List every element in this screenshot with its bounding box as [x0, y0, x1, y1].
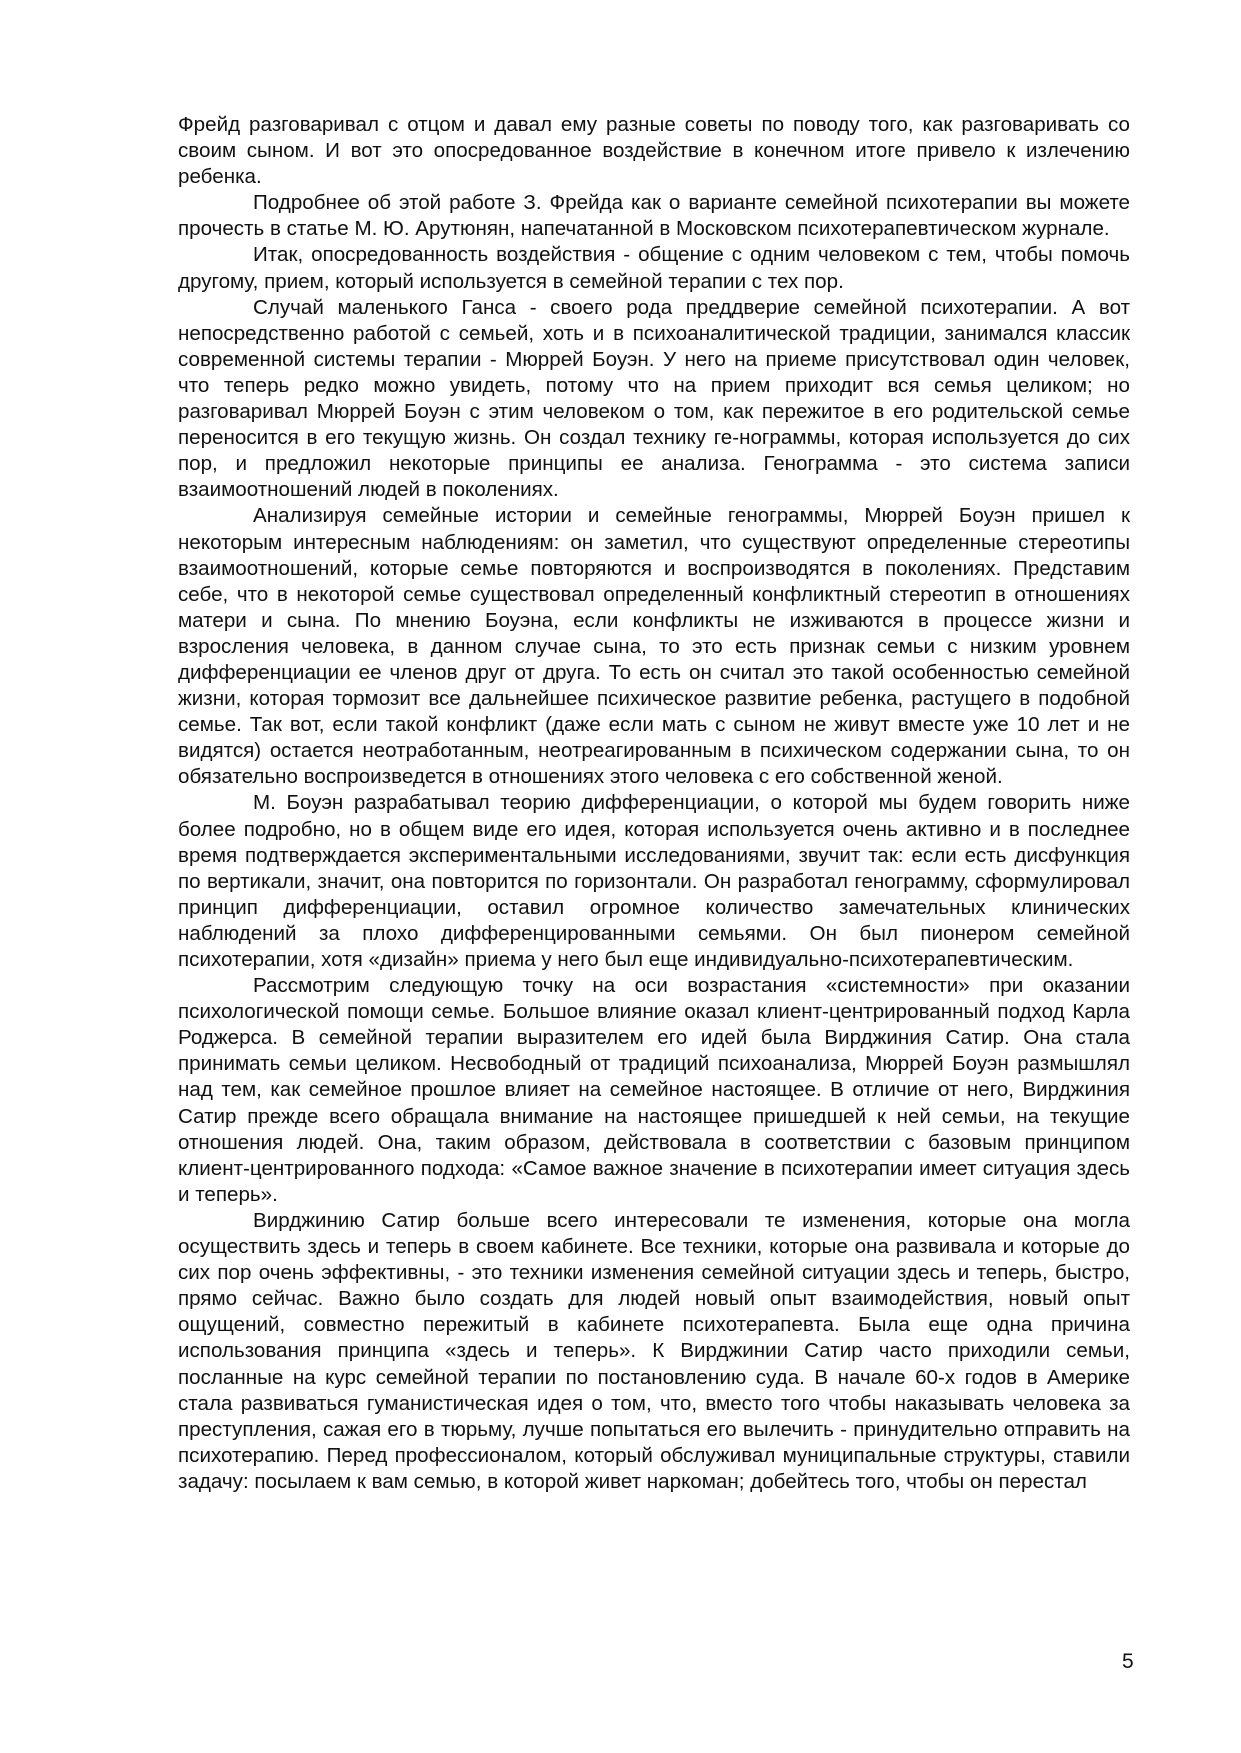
paragraph-2: Подробнее об этой работе З. Фрейда как о варианте семейной психотерапии вы можете прочесть в статье М. Ю. Арутюнян, напечатанной в Московском психотерапевтическом журнале.	[178, 191, 1130, 241]
paragraph-1: Фрейд разговаривал с отцом и давал ему разные советы по поводу того, как разговаривать со своим сыном. И вот это опосредованное воздействие в конечном итоге привело к излечению ребенка.	[178, 113, 1130, 189]
paragraph-8: Вирджинию Сатир больше всего интересовали те изменения, которые она могла осуществить здесь и теперь в своем кабинете. Все техники, которые она развивала и которые до сих пор очень эффективны, - это техники изменения семейной ситуации здесь и теперь, быстро, прямо сейчас. Важно было создать для людей новый опыт взаимодействия, новый опыт ощущений, совместно пережитый в кабинете психотерапевта. Была еще одна причина использования принципа «здесь и теперь». К Вирджинии Сатир часто приходили семьи, посланные на курс семейной терапии по постановлению суда. В начале 60-х годов в Америке стала развиваться гуманистическая идея о том, что, вместо того чтобы наказывать человека за преступления, сажая его в тюрьму, лучше попытаться его вылечить - принудительно отправить на психотерапию. Перед профессионалом, который обслуживал муниципальные структуры, ставили задачу: посылаем к вам семью, в которой живет наркоман; добейтесь того, чтобы он перестал	[178, 1208, 1130, 1493]
page-number: 5	[1122, 1650, 1134, 1673]
paragraph-5: Анализируя семейные истории и семейные генограммы, Мюррей Боуэн пришел к некоторым интересным наблюдениям: он заметил, что существуют определенные стереотипы взаимоотношений, которые семье повторяются и воспроизводятся в поколениях. Представим себе, что в некоторой семье существовал определенный конфликтный стереотип в отношениях матери и сына. По мнению Боуэна, если конфликты не изживаются в процессе жизни и взросления человека, в данном случае сына, то это есть признак семьи с низким уровнем дифференциации ее членов друг от друга. То есть он считал это такой особенностью семейной жизни, которая тормозит все дальнейшее психическое развитие ребенка, растущего в подобной семье. Так вот, если такой конфликт (даже если мать с сыном не живут вместе уже 10 лет и не видятся) остается неотработанным, неотреагированным в психическом содержании сына, то он обязательно воспроизведется в отношениях этого человека с его собственной женой.	[178, 504, 1130, 789]
paragraph-4: Случай маленького Ганса - своего рода преддверие семейной психотерапии. А вот непосредственно работой с семьей, хоть и в психоаналитической традиции, занимался классик современной системы терапии - Мюррей Боуэн. У него на приеме присутствовал один человек, что теперь редко можно увидеть, потому что на прием приходит вся семья целиком; но разговаривал Мюррей Боуэн с этим человеком о том, как пережитое в его родительской семье переносится в его текущую жизнь. Он создал технику ге-нограммы, которая используется до сих пор, и предложил некоторые принципы ее анализа. Генограмма - это система записи взаимоотношений людей в поколениях.	[178, 295, 1130, 502]
paragraph-3: Итак, опосредованность воздействия - общение с одним человеком с тем, чтобы помочь другому, прием, который используется в семейной терапии с тех пор.	[178, 243, 1130, 293]
paragraph-7: Рассмотрим следующую точку на оси возрастания «системности» при оказании психологической помощи семье. Большое влияние оказал клиент-центрированный подход Карла Роджерса. В семейной терапии выразителем его идей была Вирджиния Сатир. Она стала принимать семьи целиком. Несвободный от традиций психоанализа, Мюррей Боуэн размышлял над тем, как семейное прошлое влияет на семейное настоящее. В отличие от него, Вирджиния Сатир прежде всего обращала внимание на настоящее пришедшей к ней семьи, на текущие отношения людей. Она, таким образом, действовала в соответствии с базовым принципом клиент-центрированного подхода: «Самое важное значение в психотерапии имеет ситуация здесь и теперь».	[178, 974, 1130, 1206]
page-body	[178, 112, 1130, 1495]
paragraph-6: М. Боуэн разрабатывал теорию дифференциации, о которой мы будем говорить ниже более подробно, но в общем виде его идея, которая используется очень активно и в последнее время подтверждается экспериментальными исследованиями, звучит так: если есть дисфункция по вертикали, значит, она повторится по горизонтали. Он разработал генограмму, сформулировал принцип дифференциации, оставил огромное количество замечательных клинических наблюдений за плохо дифференцированными семьями. Он был пионером семейной психотерапии, хотя «дизайн» приема у него был еще индивидуально-психотерапевтическим.	[178, 791, 1130, 971]
